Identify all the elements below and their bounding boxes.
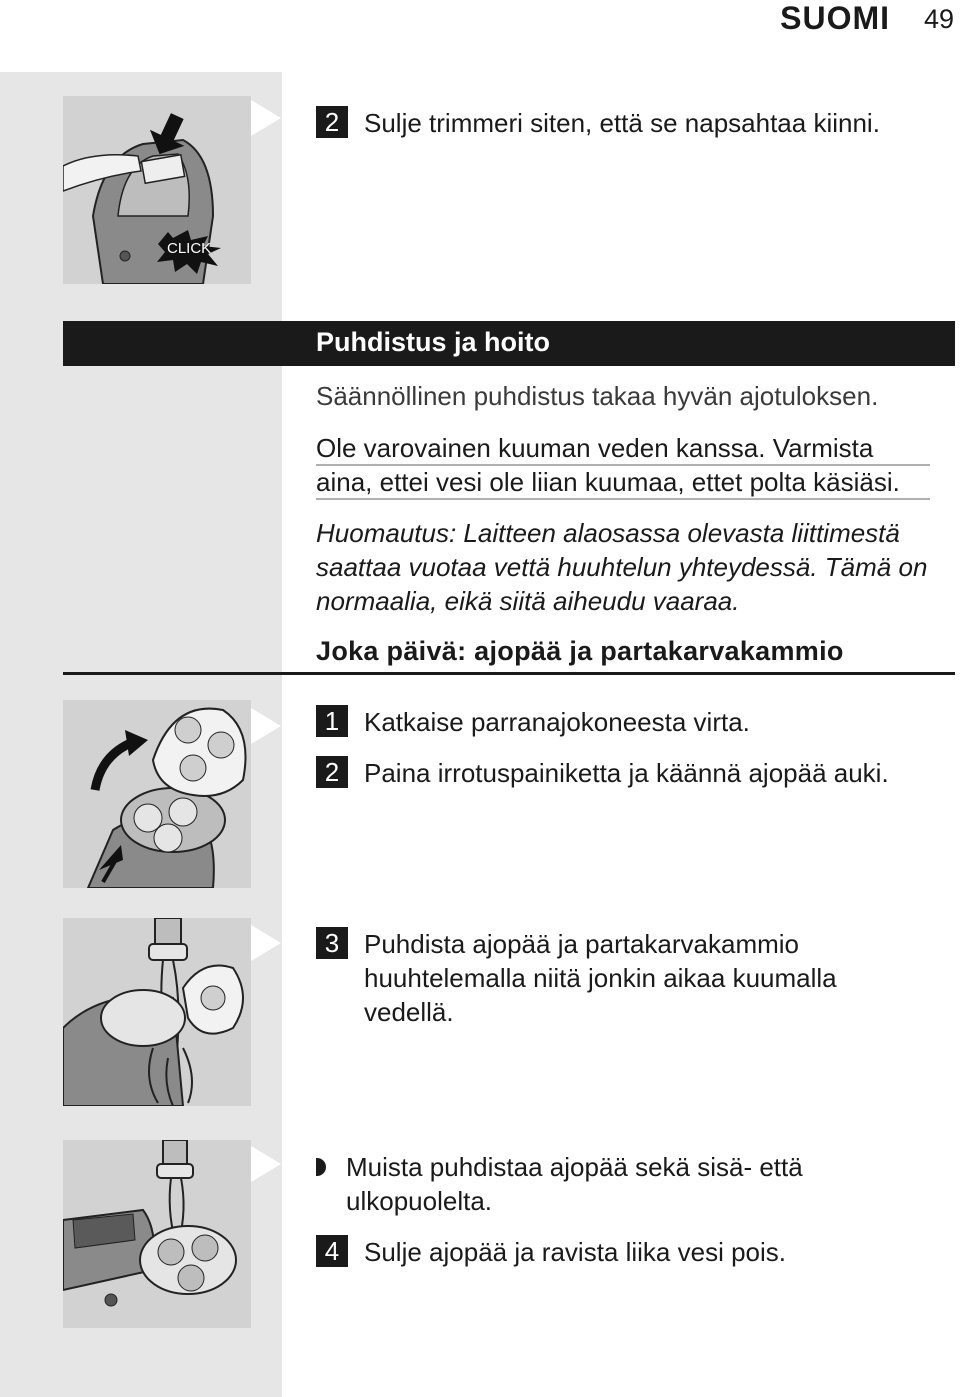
- figure-pointer: [251, 100, 281, 136]
- bullet-line-1: Muista puhdistaa ajopää sekä sisä- että: [346, 1152, 803, 1182]
- bullet-line-2: ulkopuolelta.: [346, 1186, 492, 1216]
- bullet-icon: [316, 1158, 326, 1176]
- step-number: 3: [316, 927, 348, 959]
- step-close-head: [316, 1235, 786, 1269]
- rinse-svg: [63, 918, 251, 1106]
- step-number: 2: [316, 106, 348, 138]
- rinse-outside-svg: [63, 1140, 251, 1328]
- rinse-outside-illustration: [63, 1140, 251, 1328]
- caution-line-2: aina, ettei vesi ole liian kuumaa, ettet polta käsiäsi.: [316, 467, 900, 497]
- step-text: Paina irrotuspainiketta ja käännä ajopää auki.: [364, 758, 889, 788]
- step-open-head: [316, 756, 889, 790]
- step-number: 2: [316, 756, 348, 788]
- step-text-line-2: huuhtelemalla niitä jonkin aikaa kuumalla: [364, 963, 837, 993]
- language-label: SUOMI: [780, 0, 890, 36]
- clean-reminder: [316, 1150, 803, 1218]
- step-switch-off: [316, 705, 750, 739]
- caution-line-1: Ole varovainen kuuman veden kanssa. Varmista: [316, 433, 874, 463]
- step-rinse: [316, 927, 837, 1029]
- rinse-shaving-head-illustration: [63, 918, 251, 1106]
- figure-pointer: [251, 1146, 281, 1182]
- subheading-rule: [63, 672, 955, 675]
- figure-pointer: [251, 925, 281, 961]
- step-close-trimmer: [316, 106, 880, 140]
- daily-subheading: Joka päivä: ajopää ja partakarvakammio: [316, 636, 844, 666]
- step-number: 4: [316, 1235, 348, 1267]
- step-text: Sulje trimmeri siten, että se napsahtaa kiinni.: [364, 108, 880, 138]
- caution-underline-2: [316, 498, 930, 500]
- figure-pointer: [251, 708, 281, 744]
- step-text-line-1: Puhdista ajopää ja partakarvakammio: [364, 929, 800, 959]
- page-number: 49: [923, 4, 954, 34]
- note-line-1: Huomautus: Laitteen alaosassa olevasta liittimestä: [316, 518, 900, 548]
- step-text-line-3: vedellä.: [364, 997, 454, 1027]
- section-title: Puhdistus ja hoito: [316, 327, 550, 357]
- note-line-3: normaalia, eikä siitä aiheudu vaaraa.: [316, 586, 740, 616]
- step-number: 1: [316, 705, 348, 737]
- trimmer-close-illustration: [63, 96, 251, 284]
- note-line-2: saattaa vuotaa vettä huuhtelun yhteydessä. Tämä on: [316, 552, 928, 582]
- intro-text: Säännöllinen puhdistus takaa hyvän ajotuloksen.: [316, 381, 879, 411]
- open-shaving-head-illustration: [63, 700, 251, 888]
- shaver-open-svg: [63, 700, 251, 888]
- step-text: Sulje ajopää ja ravista liika vesi pois.: [364, 1237, 786, 1267]
- step-text: Katkaise parranajokoneesta virta.: [364, 707, 750, 737]
- click-label: CLICK: [167, 240, 212, 257]
- trimmer-illustration-svg: [63, 96, 251, 284]
